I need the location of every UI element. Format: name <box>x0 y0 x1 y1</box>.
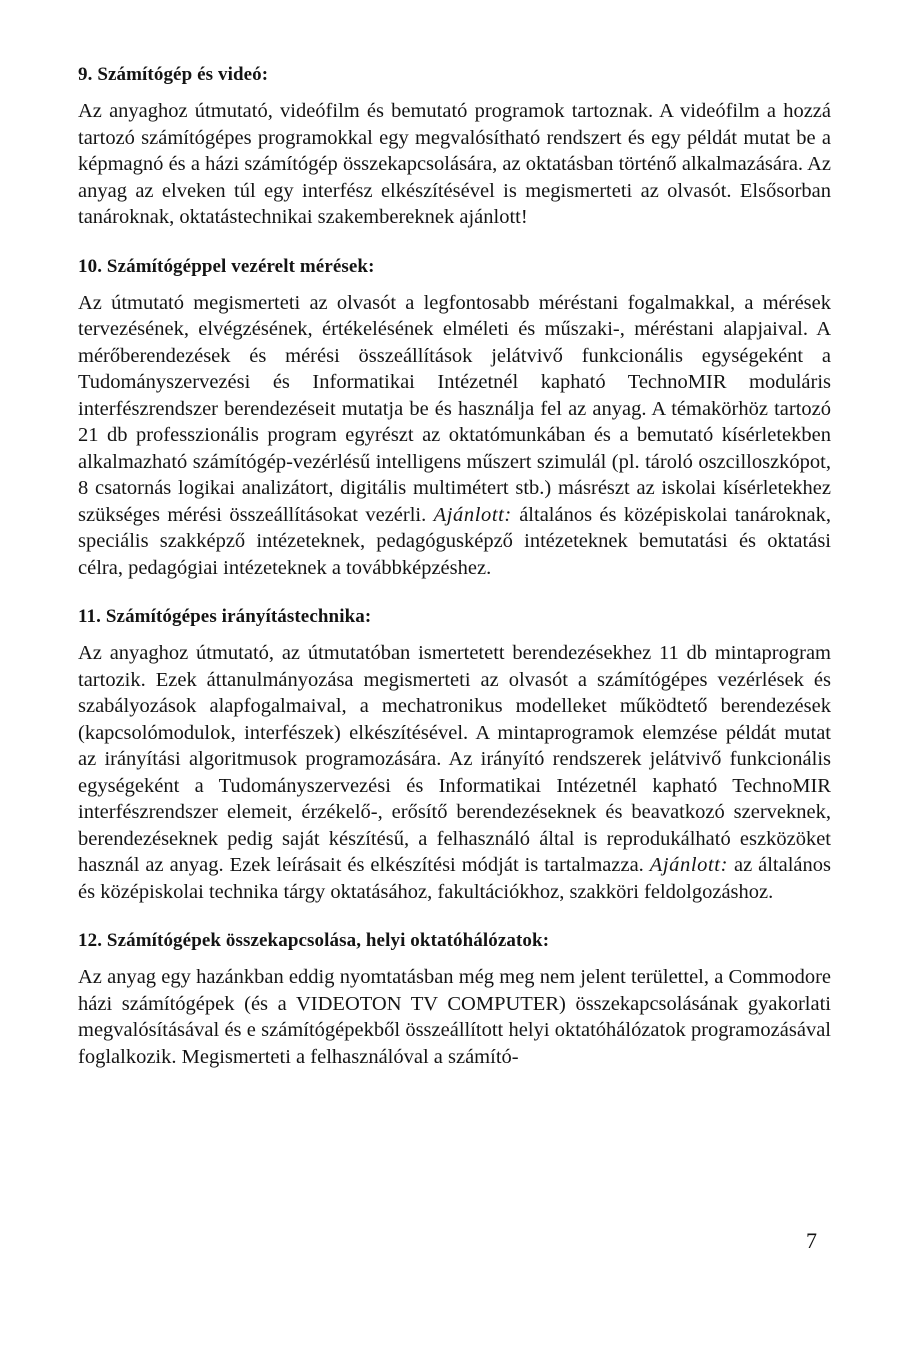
section-body <box>78 964 831 1070</box>
section-heading <box>78 254 831 280</box>
page-number: 7 <box>806 1228 817 1253</box>
section-heading <box>78 928 831 954</box>
section-10 <box>78 254 831 582</box>
body-text: az általános és középiskolai technika tárgy oktatásához, fakultációkhoz, szakköri feldolgozáshoz. <box>78 854 831 903</box>
body-text: Az anyag egy hazánkban eddig nyomtatásban még meg nem jelent területtel, a Commodore házi számítógépek (és a VIDEOTON TV COMPUTER) összekapcsolásának gyakorlati megvalósításával és e számítógépekből összeállított helyi oktatóhálózatok programozásával foglalkozik. Megismerteti a felhasználóval a számító- <box>78 966 831 1068</box>
section-title: Számítógéppel vezérelt mérések: <box>106 255 375 277</box>
body-text: általános és középiskolai tanároknak, speciális szakképző intézeteknek, pedagógusképző intézeteknek bemutatási és oktatási célra, pedagógiai intézeteknek a továbbképzéshez. <box>78 503 832 579</box>
section-9 <box>78 62 831 231</box>
section-title: Számítógép és videó: <box>97 64 269 85</box>
body-text: Az anyaghoz útmutató, az útmutatóban ismertetett berendezésekhez 11 db mintaprogram tartozik. Ezek áttanulmányozása megismerteti az olvasót a számítógépes vezérlések és szabályozások alapfogalmaival, a mechatronikus modelleket működtető berendezések (kapcsolómodulok, interfészek) elkészítésével. A mintaprogramok elemzése példát mutat az irányítási algoritmusok programozására. Az irányító rendszerek jelátvivő funkcionális egységeként a Tudományszervezési és Informatikai Intézetnél kapható TechnoMIR interfészrendszer elemeit, érzékelő-, erősítő berendezéseknek és beavatkozó szerveknek, berendezéseknek pedig saját készítésű, a felhasználó által is reprodukálható eszközöket használ az anyag. Ezek leírásait és elkészítési módját is tartalmazza. <box>78 642 831 876</box>
section-number: 12. <box>78 930 103 951</box>
section-body <box>78 640 831 905</box>
document-page <box>78 62 831 1093</box>
section-body <box>78 290 831 582</box>
section-title: Számítógépek összekapcsolása, helyi oktatóhálózatok: <box>106 930 550 951</box>
section-11 <box>78 604 831 905</box>
section-number: 11. <box>78 606 102 627</box>
section-number: 9. <box>78 64 93 85</box>
section-number: 10. <box>78 255 103 277</box>
section-body <box>78 98 831 231</box>
body-text: Az útmutató megismerteti az olvasót a legfontosabb méréstani fogalmakkal, a mérések tervezésének, elvégzésének, értékelésének elméleti és műszaki-, méréstani alapjaival. A mérőberendezések és mérési összeállítások jelátvivő funkcionális egységeként a Tudományszervezési és Informatikai Intézetnél kapható TechnoMIR moduláris interfészrendszer berendezéseit mutatja be és használja fel az anyag. A témakörhöz tartozó 21 db professzionális program egyrészt az oktatómunkában és a bemutató kísérletekben alkalmazható számítógép-vezérlésű intelligens műszert szimulál (pl. tároló oszcilloszkópot, 8 csatornás logikai analizátort, digitális multimétert stb.) másrészt az iskolai kísérletekhez szükséges mérési összeállításokat vezérli. <box>78 291 831 526</box>
recommended-label: Ajánlott: <box>433 503 512 526</box>
section-12 <box>78 928 831 1070</box>
body-text: Az anyaghoz útmutató, videófilm és bemutató programok tartoznak. A videófilm a hozzá tartozó számítógépes programokkal egy megvalósítható rendszert és egy példát mutat be a képmagnó és a házi számítógép összekapcsolására, az oktatásban történő alkalmazására. Az anyag az elveken túl egy interfész elkészítésével is megismerteti az olvasót. Elsősorban tanároknak, oktatástechnikai szakembereknek ajánlott! <box>78 100 831 228</box>
section-heading <box>78 62 831 88</box>
recommended-label: Ajánlott: <box>649 854 729 876</box>
section-heading <box>78 604 831 630</box>
section-title: Számítógépes irányítástechnika: <box>105 606 372 627</box>
